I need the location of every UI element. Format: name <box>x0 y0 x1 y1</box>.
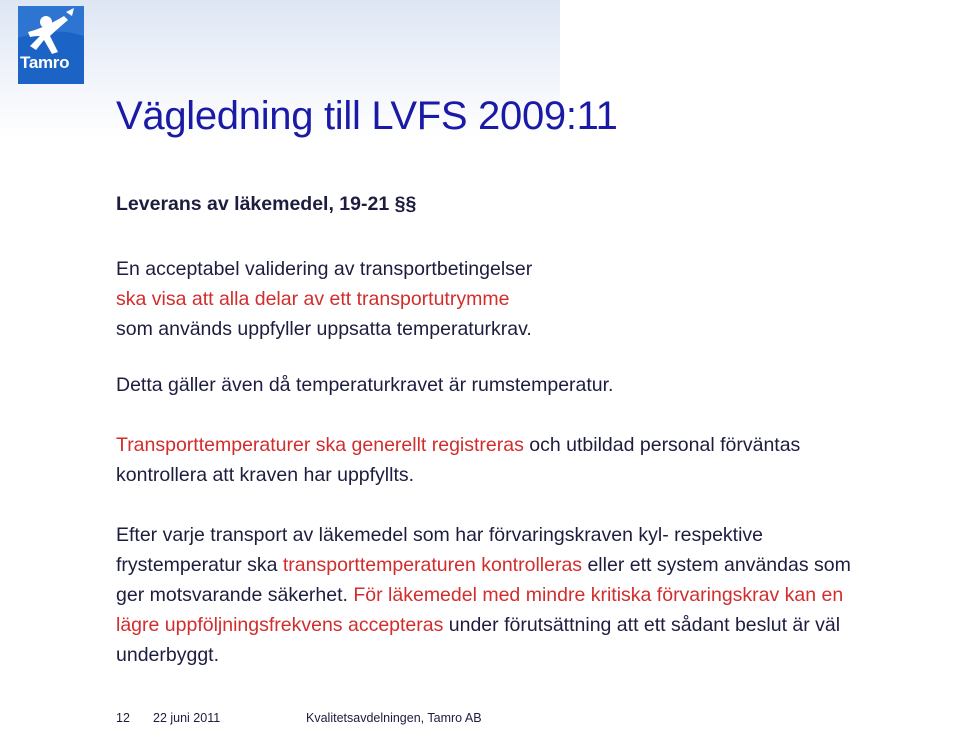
body-text: under förutsättning att ett sådant beslut är väl <box>443 614 841 636</box>
paragraph-registration <box>116 430 800 490</box>
logo-text: Tamro <box>20 53 70 72</box>
body-text: frystemperatur ska <box>116 554 283 576</box>
paragraph-line: Efter varje transport av läkemedel som har förvaringskraven kyl- respektive <box>116 524 764 546</box>
paragraph-line: En acceptabel validering av transportbetingelser <box>116 258 533 280</box>
paragraph-line <box>116 550 851 580</box>
footer-date: 22 juni 2011 <box>153 711 221 725</box>
highlight-text: transporttemperaturen kontrolleras <box>282 554 583 576</box>
paragraph-line: som används uppfyller uppsatta temperaturkrav. <box>116 318 532 340</box>
paragraph-line <box>116 610 851 640</box>
footer-page-number: 12 <box>116 711 130 725</box>
paragraph-after-transport <box>116 520 851 670</box>
body-text: och utbildad personal förväntas <box>523 434 801 456</box>
body-text: ger motsvarande säkerhet. <box>116 584 354 606</box>
highlight-text: För läkemedel med mindre kritiska förvaringskrav kan en <box>353 584 844 606</box>
highlight-text: Transporttemperaturer ska generellt registreras <box>116 434 524 456</box>
footer-department: Kvalitetsavdelningen, Tamro AB <box>306 711 482 725</box>
page-title: Vägledning till LVFS 2009:11 <box>116 94 618 138</box>
paragraph-room-temperature: Detta gäller även då temperaturkravet är rumstemperatur. <box>116 374 614 396</box>
paragraph-validation <box>116 254 532 344</box>
paragraph-line: kontrollera att kraven har uppfyllts. <box>116 464 415 486</box>
paragraph-line-highlight: ska visa att alla delar av ett transportutrymme <box>116 288 510 310</box>
body-text: eller ett system användas som <box>582 554 851 576</box>
highlight-text: lägre uppföljningsfrekvens accepteras <box>116 614 444 636</box>
paragraph-line: underbyggt. <box>116 644 219 666</box>
paragraph-line <box>116 430 800 460</box>
paragraph-line <box>116 580 851 610</box>
section-heading: Leverans av läkemedel, 19-21 §§ <box>116 193 417 215</box>
